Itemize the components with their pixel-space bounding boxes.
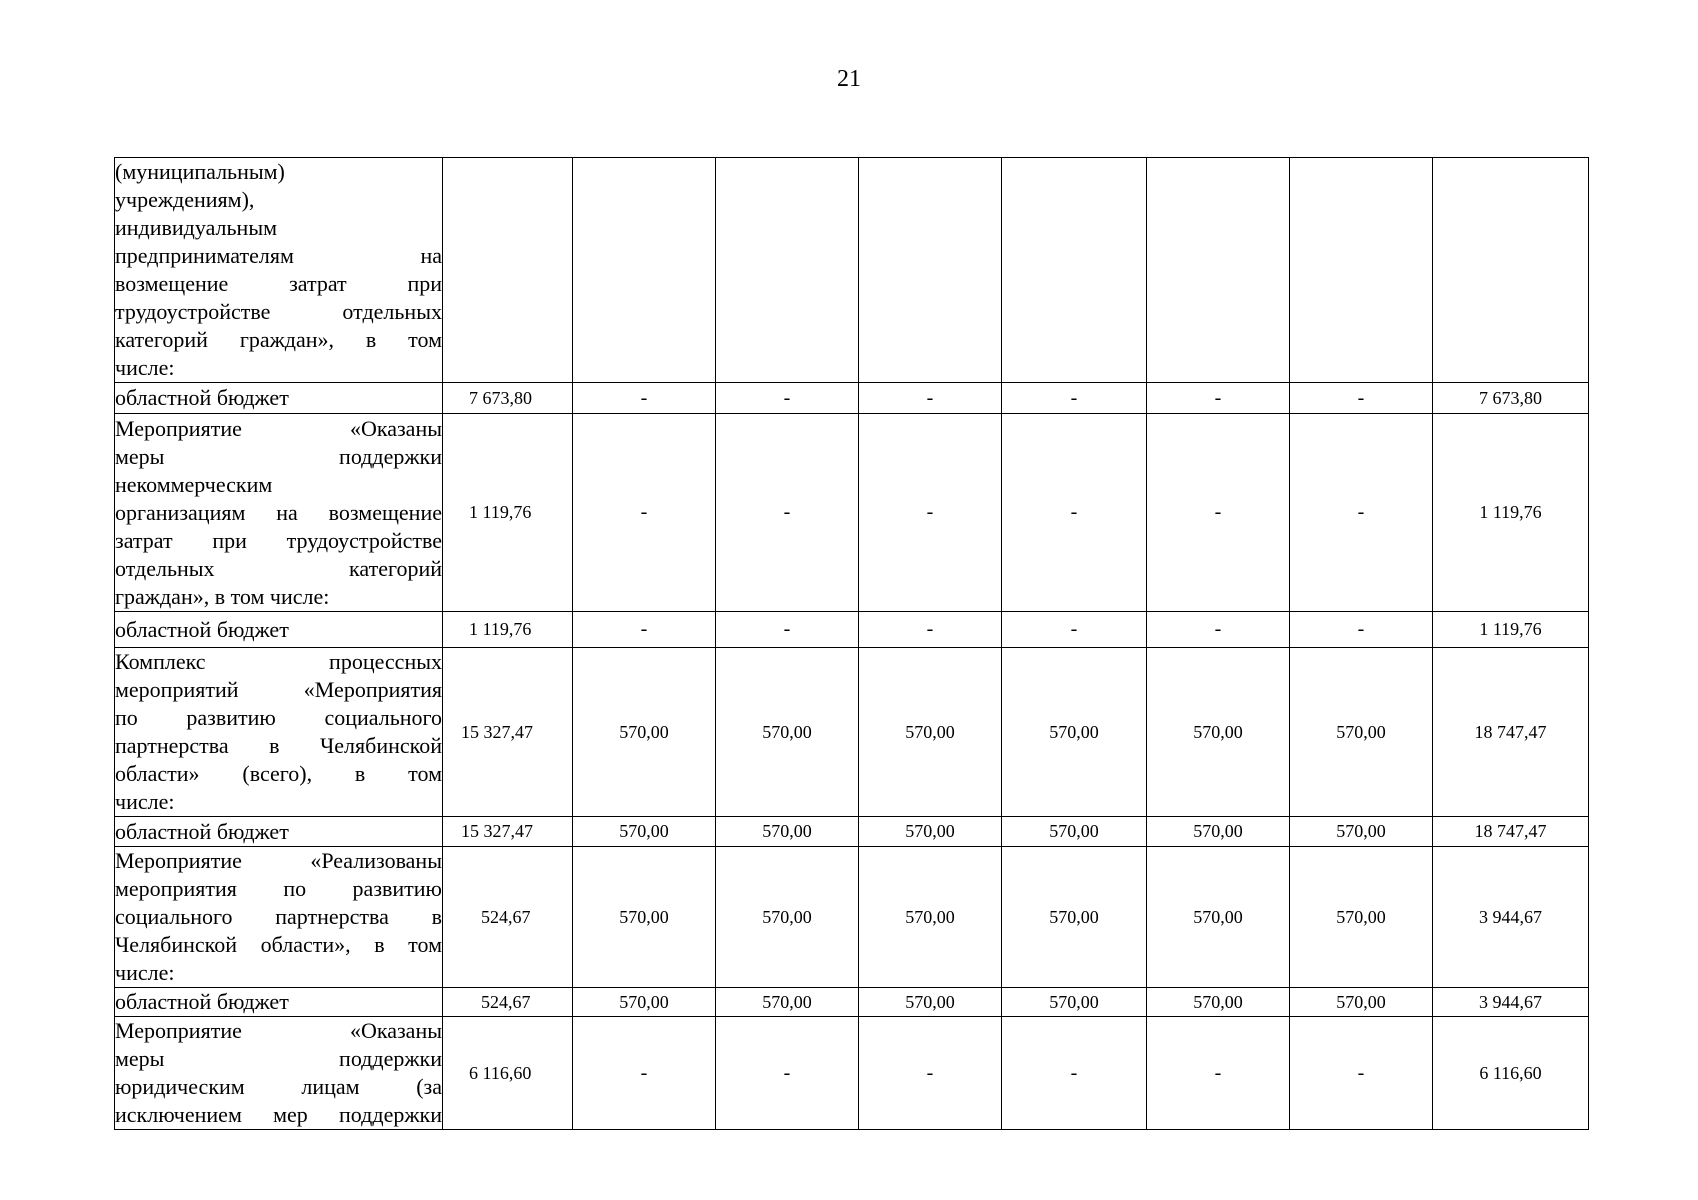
value-cell: - (1002, 612, 1147, 648)
value-cell (573, 158, 716, 383)
value-cell: 570,00 (1147, 817, 1290, 847)
value-cell: 7 673,80 (443, 383, 573, 414)
value-cell: - (1002, 383, 1147, 414)
table-row (115, 158, 1589, 383)
value-cell: - (1147, 612, 1290, 648)
value-cell: 570,00 (573, 817, 716, 847)
value-cell: - (716, 612, 859, 648)
value-cell: 570,00 (1147, 847, 1290, 988)
value-cell: 524,67 (443, 847, 573, 988)
total-cell: 1 119,76 (1433, 414, 1589, 612)
value-cell: 570,00 (573, 648, 716, 817)
value-cell: 570,00 (1147, 648, 1290, 817)
row-description: областной бюджет (115, 383, 443, 414)
table-row (115, 847, 1589, 988)
row-description: Комплекс процессных мероприятий «Мероприятия по развитию социального партнерства в Челябинской области» (всего), в том числе: (115, 648, 443, 817)
value-cell: 570,00 (1002, 648, 1147, 817)
value-cell: 570,00 (716, 988, 859, 1017)
value-cell: 570,00 (859, 817, 1002, 847)
value-cell: - (573, 1017, 716, 1130)
value-cell (859, 158, 1002, 383)
value-cell: 1 119,76 (443, 414, 573, 612)
row-description: областной бюджет (115, 612, 443, 648)
value-cell: 15 327,47 (443, 648, 573, 817)
total-cell: 7 673,80 (1433, 383, 1589, 414)
value-cell: 1 119,76 (443, 612, 573, 648)
value-cell: 570,00 (716, 817, 859, 847)
total-cell: 18 747,47 (1433, 648, 1589, 817)
value-cell (716, 158, 859, 383)
page-number: 21 (837, 66, 861, 92)
value-cell: - (573, 414, 716, 612)
value-cell (1002, 158, 1147, 383)
value-cell: 570,00 (716, 648, 859, 817)
value-cell: - (573, 612, 716, 648)
value-cell: 570,00 (1002, 988, 1147, 1017)
value-cell: 570,00 (573, 988, 716, 1017)
table-row (115, 988, 1589, 1017)
value-cell: 570,00 (859, 847, 1002, 988)
value-cell (1147, 158, 1290, 383)
value-cell: - (859, 612, 1002, 648)
value-cell: - (1147, 1017, 1290, 1130)
value-cell (443, 158, 573, 383)
value-cell: - (1290, 383, 1433, 414)
value-cell: 15 327,47 (443, 817, 573, 847)
value-cell: 570,00 (1002, 817, 1147, 847)
value-cell: - (1290, 612, 1433, 648)
value-cell: - (1290, 414, 1433, 612)
value-cell: - (573, 383, 716, 414)
table-row (115, 817, 1589, 847)
value-cell: 570,00 (859, 648, 1002, 817)
value-cell: - (716, 414, 859, 612)
value-cell: - (1290, 1017, 1433, 1130)
row-description: Мероприятие «Оказаны меры поддержки юридическим лицам (за исключением мер поддержки (115, 1017, 443, 1130)
value-cell: - (859, 383, 1002, 414)
value-cell: 6 116,60 (443, 1017, 573, 1130)
value-cell: 570,00 (1290, 847, 1433, 988)
total-cell: 1 119,76 (1433, 612, 1589, 648)
value-cell: 570,00 (1147, 988, 1290, 1017)
row-description: областной бюджет (115, 988, 443, 1017)
table-row (115, 612, 1589, 648)
value-cell: - (859, 414, 1002, 612)
value-cell: 524,67 (443, 988, 573, 1017)
value-cell: 570,00 (1290, 817, 1433, 847)
value-cell: - (1147, 383, 1290, 414)
value-cell: - (1147, 414, 1290, 612)
total-cell: 18 747,47 (1433, 817, 1589, 847)
table-row (115, 383, 1589, 414)
total-cell (1433, 158, 1589, 383)
budget-table (114, 157, 1589, 1130)
value-cell: - (716, 383, 859, 414)
value-cell: 570,00 (716, 847, 859, 988)
value-cell: 570,00 (573, 847, 716, 988)
value-cell: - (859, 1017, 1002, 1130)
total-cell: 3 944,67 (1433, 847, 1589, 988)
value-cell: - (716, 1017, 859, 1130)
value-cell: 570,00 (859, 988, 1002, 1017)
table-row (115, 414, 1589, 612)
total-cell: 6 116,60 (1433, 1017, 1589, 1130)
value-cell: 570,00 (1290, 648, 1433, 817)
value-cell: - (1002, 414, 1147, 612)
row-description: (муниципальным) учреждениям), индивидуальным предпринимателям на возмещение затрат при трудоустройстве отдельных категорий граждан», в том числе: (115, 158, 443, 383)
table-row (115, 1017, 1589, 1130)
value-cell (1290, 158, 1433, 383)
value-cell: 570,00 (1002, 847, 1147, 988)
row-description: Мероприятие «Оказаны меры поддержки некоммерческим организациям на возмещение затрат при трудоустройстве отдельных категорий граждан», в том числе: (115, 414, 443, 612)
value-cell: 570,00 (1290, 988, 1433, 1017)
total-cell: 3 944,67 (1433, 988, 1589, 1017)
table-row (115, 648, 1589, 817)
row-description: областной бюджет (115, 817, 443, 847)
value-cell: - (1002, 1017, 1147, 1130)
row-description: Мероприятие «Реализованы мероприятия по развитию социального партнерства в Челябинской области», в том числе: (115, 847, 443, 988)
